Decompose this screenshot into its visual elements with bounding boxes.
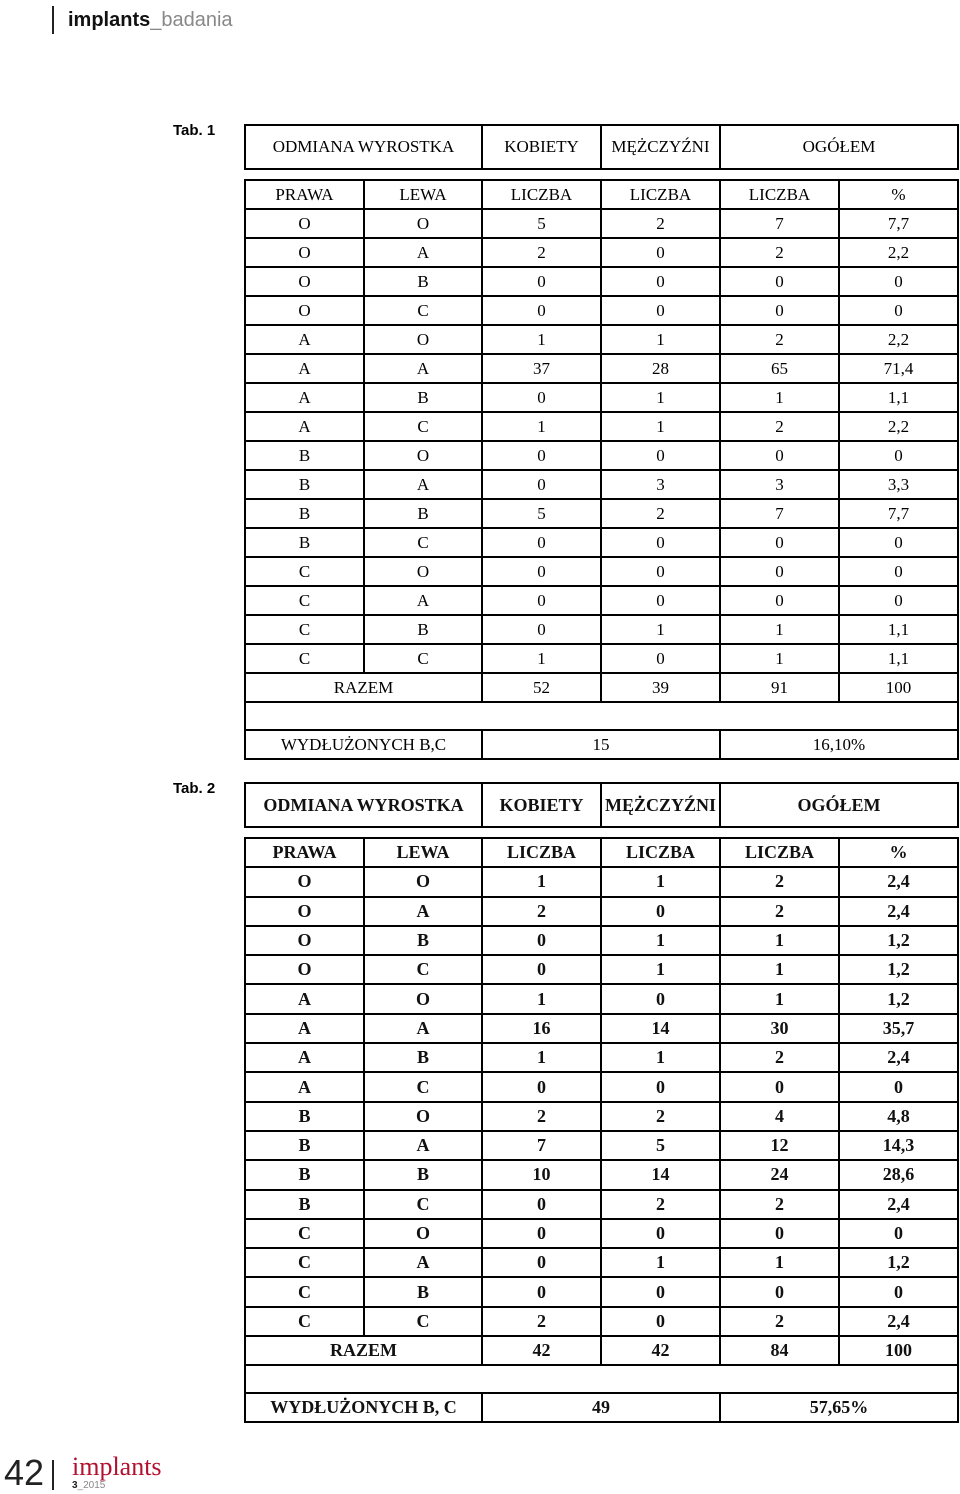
cell-prawa: O — [245, 955, 364, 984]
cell-prawa: C — [245, 1277, 364, 1306]
total-procent: 100 — [839, 673, 958, 702]
cell-ogolem-liczba: 1 — [720, 984, 839, 1013]
cell-ogolem-liczba: 0 — [720, 1072, 839, 1101]
total-kobiety: 52 — [482, 673, 601, 702]
cell-mezczyzni-liczba: 2 — [601, 1190, 720, 1219]
footer-divider — [52, 1460, 54, 1490]
table-row — [245, 528, 958, 557]
table-row — [245, 1043, 958, 1072]
table-row — [245, 1248, 958, 1277]
table-row — [245, 615, 958, 644]
cell-prawa: B — [245, 1131, 364, 1160]
cell-ogolem-procent: 14,3 — [839, 1131, 958, 1160]
issue-year: _2015 — [77, 1480, 106, 1491]
cell-ogolem-liczba: 0 — [720, 441, 839, 470]
cell-prawa: O — [245, 867, 364, 896]
cell-kobiety-liczba: 10 — [482, 1160, 601, 1189]
cell-ogolem-liczba: 0 — [720, 528, 839, 557]
cell-prawa: C — [245, 1307, 364, 1336]
cell-prawa: A — [245, 1043, 364, 1072]
cell-kobiety-liczba: 37 — [482, 354, 601, 383]
cell-ogolem-procent: 2,4 — [839, 1043, 958, 1072]
cell-prawa: C — [245, 615, 364, 644]
cell-ogolem-liczba: 30 — [720, 1014, 839, 1043]
table-row — [245, 955, 958, 984]
subheader-row — [245, 180, 958, 209]
cell-ogolem-liczba: 2 — [720, 1307, 839, 1336]
cell-ogolem-liczba: 2 — [720, 325, 839, 354]
cell-kobiety-liczba: 0 — [482, 926, 601, 955]
cell-mezczyzni-liczba: 14 — [601, 1160, 720, 1189]
cell-kobiety-liczba: 2 — [482, 897, 601, 926]
cell-kobiety-liczba: 0 — [482, 441, 601, 470]
cell-mezczyzni-liczba: 0 — [601, 528, 720, 557]
cell-mezczyzni-liczba: 0 — [601, 897, 720, 926]
cell-ogolem-liczba: 0 — [720, 267, 839, 296]
cell-mezczyzni-liczba: 1 — [601, 926, 720, 955]
cell-lewa: C — [364, 412, 482, 441]
cell-mezczyzni-liczba: 1 — [601, 383, 720, 412]
table-2 — [244, 782, 959, 1423]
cell-mezczyzni-liczba: 5 — [601, 1131, 720, 1160]
cell-mezczyzni-liczba: 0 — [601, 1072, 720, 1101]
header-gap — [245, 169, 958, 180]
cell-mezczyzni-liczba: 2 — [601, 1102, 720, 1131]
cell-ogolem-procent: 0 — [839, 1072, 958, 1101]
cell-ogolem-procent: 2,2 — [839, 412, 958, 441]
tab2-label: Tab. 2 — [173, 780, 216, 797]
table-row — [245, 644, 958, 673]
cell-ogolem-procent: 0 — [839, 441, 958, 470]
table-row — [245, 412, 958, 441]
table-row — [245, 1219, 958, 1248]
cell-mezczyzni-liczba: 1 — [601, 325, 720, 354]
table-row — [245, 867, 958, 896]
cell-kobiety-liczba: 0 — [482, 296, 601, 325]
subheader-ogolem-liczba: LICZBA — [720, 180, 839, 209]
cell-ogolem-liczba: 2 — [720, 897, 839, 926]
extended-label: WYDŁUŻONYCH B, C — [245, 1393, 482, 1422]
table-row — [245, 1190, 958, 1219]
cell-ogolem-procent: 1,2 — [839, 1248, 958, 1277]
cell-mezczyzni-liczba: 0 — [601, 1307, 720, 1336]
cell-kobiety-liczba: 1 — [482, 984, 601, 1013]
table-row — [245, 586, 958, 615]
cell-kobiety-liczba: 0 — [482, 528, 601, 557]
cell-ogolem-procent: 0 — [839, 267, 958, 296]
cell-mezczyzni-liczba: 1 — [601, 1043, 720, 1072]
cell-prawa: C — [245, 557, 364, 586]
cell-ogolem-procent: 2,4 — [839, 897, 958, 926]
extended-count: 49 — [482, 1393, 720, 1422]
cell-ogolem-procent: 1,1 — [839, 383, 958, 412]
cell-prawa: B — [245, 1190, 364, 1219]
cell-lewa: B — [364, 1160, 482, 1189]
cell-ogolem-liczba: 7 — [720, 499, 839, 528]
table-row — [245, 499, 958, 528]
cell-ogolem-procent: 1,1 — [839, 615, 958, 644]
cell-mezczyzni-liczba: 2 — [601, 209, 720, 238]
cell-kobiety-liczba: 1 — [482, 412, 601, 441]
cell-kobiety-liczba: 0 — [482, 1190, 601, 1219]
cell-kobiety-liczba: 1 — [482, 1043, 601, 1072]
cell-lewa: O — [364, 867, 482, 896]
cell-lewa: C — [364, 955, 482, 984]
cell-lewa: A — [364, 897, 482, 926]
cell-ogolem-liczba: 7 — [720, 209, 839, 238]
cell-lewa: B — [364, 499, 482, 528]
cell-prawa: C — [245, 586, 364, 615]
cell-lewa: A — [364, 1131, 482, 1160]
cell-lewa: A — [364, 586, 482, 615]
subheader-lewa: LEWA — [364, 180, 482, 209]
cell-ogolem-liczba: 1 — [720, 955, 839, 984]
cell-prawa: A — [245, 383, 364, 412]
cell-prawa: C — [245, 1219, 364, 1248]
extended-row — [245, 730, 958, 759]
spacer-row — [245, 1365, 958, 1393]
tab1-label: Tab. 1 — [173, 122, 216, 139]
cell-kobiety-liczba: 1 — [482, 325, 601, 354]
table-row — [245, 296, 958, 325]
table-row — [245, 209, 958, 238]
header-title — [68, 9, 233, 32]
cell-mezczyzni-liczba: 1 — [601, 867, 720, 896]
total-mezczyzni: 39 — [601, 673, 720, 702]
table-row — [245, 1307, 958, 1336]
cell-ogolem-liczba: 1 — [720, 383, 839, 412]
cell-ogolem-liczba: 2 — [720, 1043, 839, 1072]
cell-mezczyzni-liczba: 1 — [601, 955, 720, 984]
cell-ogolem-procent: 0 — [839, 528, 958, 557]
cell-lewa: O — [364, 984, 482, 1013]
cell-kobiety-liczba: 0 — [482, 1072, 601, 1101]
col-header-kobiety: KOBIETY — [482, 783, 601, 827]
cell-ogolem-procent: 0 — [839, 586, 958, 615]
col-header-odmiana: ODMIANA WYROSTKA — [245, 783, 482, 827]
table-row — [245, 325, 958, 354]
subheader-kobiety-liczba: LICZBA — [482, 838, 601, 867]
table-row — [245, 984, 958, 1013]
cell-lewa: B — [364, 383, 482, 412]
cell-lewa: B — [364, 1277, 482, 1306]
cell-mezczyzni-liczba: 0 — [601, 557, 720, 586]
cell-kobiety-liczba: 16 — [482, 1014, 601, 1043]
cell-prawa: O — [245, 238, 364, 267]
cell-mezczyzni-liczba: 14 — [601, 1014, 720, 1043]
cell-ogolem-liczba: 1 — [720, 926, 839, 955]
cell-ogolem-liczba: 12 — [720, 1131, 839, 1160]
cell-ogolem-procent: 28,6 — [839, 1160, 958, 1189]
cell-ogolem-procent: 1,2 — [839, 984, 958, 1013]
cell-kobiety-liczba: 1 — [482, 644, 601, 673]
spacer-row — [245, 702, 958, 730]
col-header-ogolem: OGÓŁEM — [720, 783, 958, 827]
cell-kobiety-liczba: 2 — [482, 1307, 601, 1336]
cell-mezczyzni-liczba: 2 — [601, 499, 720, 528]
extended-count: 15 — [482, 730, 720, 759]
subheader-mezczyzni-liczba: LICZBA — [601, 180, 720, 209]
header-brand: implants — [68, 9, 151, 31]
cell-ogolem-procent: 0 — [839, 1277, 958, 1306]
cell-kobiety-liczba: 7 — [482, 1131, 601, 1160]
cell-kobiety-liczba: 2 — [482, 1102, 601, 1131]
cell-prawa: B — [245, 441, 364, 470]
cell-ogolem-liczba: 0 — [720, 586, 839, 615]
table-row — [245, 1160, 958, 1189]
cell-prawa: O — [245, 926, 364, 955]
col-header-odmiana: ODMIANA WYROSTKA — [245, 125, 482, 169]
cell-ogolem-liczba: 2 — [720, 867, 839, 896]
cell-ogolem-procent: 1,2 — [839, 926, 958, 955]
cell-lewa: O — [364, 325, 482, 354]
cell-lewa: C — [364, 1307, 482, 1336]
subheader-prawa: PRAWA — [245, 838, 364, 867]
cell-lewa: C — [364, 296, 482, 325]
cell-kobiety-liczba: 5 — [482, 209, 601, 238]
col-header-mezczyzni: MĘŻCZYŹNI — [601, 783, 720, 827]
cell-ogolem-liczba: 1 — [720, 615, 839, 644]
cell-ogolem-procent: 71,4 — [839, 354, 958, 383]
cell-prawa: O — [245, 897, 364, 926]
table-row — [245, 470, 958, 499]
cell-lewa: O — [364, 1219, 482, 1248]
cell-prawa: A — [245, 1014, 364, 1043]
table-row — [245, 557, 958, 586]
col-header-ogolem: OGÓŁEM — [720, 125, 958, 169]
extended-procent: 16,10% — [720, 730, 958, 759]
table-row — [245, 238, 958, 267]
cell-kobiety-liczba: 2 — [482, 238, 601, 267]
table-row — [245, 383, 958, 412]
cell-kobiety-liczba: 0 — [482, 383, 601, 412]
table-row — [245, 1072, 958, 1101]
cell-mezczyzni-liczba: 0 — [601, 1219, 720, 1248]
cell-lewa: A — [364, 238, 482, 267]
total-row — [245, 673, 958, 702]
issue-number: 3 — [72, 1480, 78, 1491]
table-row — [245, 1014, 958, 1043]
cell-kobiety-liczba: 0 — [482, 470, 601, 499]
col-header-mezczyzni: MĘŻCZYŹNI — [601, 125, 720, 169]
cell-ogolem-procent: 0 — [839, 296, 958, 325]
subheader-row — [245, 838, 958, 867]
cell-ogolem-procent: 2,2 — [839, 325, 958, 354]
cell-ogolem-liczba: 4 — [720, 1102, 839, 1131]
cell-mezczyzni-liczba: 3 — [601, 470, 720, 499]
cell-ogolem-procent: 1,2 — [839, 955, 958, 984]
cell-mezczyzni-liczba: 0 — [601, 984, 720, 1013]
total-label: RAZEM — [245, 673, 482, 702]
cell-ogolem-liczba: 0 — [720, 296, 839, 325]
cell-prawa: O — [245, 296, 364, 325]
cell-ogolem-liczba: 65 — [720, 354, 839, 383]
cell-ogolem-liczba: 1 — [720, 644, 839, 673]
cell-lewa: B — [364, 267, 482, 296]
cell-ogolem-liczba: 2 — [720, 412, 839, 441]
table-row — [245, 354, 958, 383]
header-gap — [245, 827, 958, 838]
cell-prawa: B — [245, 499, 364, 528]
table-row — [245, 1277, 958, 1306]
cell-lewa: A — [364, 1014, 482, 1043]
cell-mezczyzni-liczba: 0 — [601, 441, 720, 470]
cell-ogolem-liczba: 24 — [720, 1160, 839, 1189]
cell-lewa: C — [364, 1190, 482, 1219]
cell-ogolem-procent: 35,7 — [839, 1014, 958, 1043]
cell-kobiety-liczba: 0 — [482, 557, 601, 586]
total-liczba: 91 — [720, 673, 839, 702]
cell-mezczyzni-liczba: 0 — [601, 267, 720, 296]
total-procent: 100 — [839, 1336, 958, 1365]
extended-label: WYDŁUŻONYCH B,C — [245, 730, 482, 759]
total-row — [245, 1336, 958, 1365]
footer-issue — [72, 1480, 105, 1491]
cell-prawa: A — [245, 984, 364, 1013]
cell-mezczyzni-liczba: 0 — [601, 1277, 720, 1306]
cell-mezczyzni-liczba: 1 — [601, 615, 720, 644]
cell-ogolem-procent: 7,7 — [839, 209, 958, 238]
table-row — [245, 897, 958, 926]
cell-ogolem-procent: 4,8 — [839, 1102, 958, 1131]
header-divider — [52, 6, 54, 34]
total-mezczyzni: 42 — [601, 1336, 720, 1365]
subheader-ogolem-liczba: LICZBA — [720, 838, 839, 867]
cell-prawa: O — [245, 209, 364, 238]
cell-lewa: O — [364, 209, 482, 238]
cell-prawa: B — [245, 528, 364, 557]
cell-lewa: A — [364, 354, 482, 383]
cell-prawa: A — [245, 1072, 364, 1101]
cell-lewa: C — [364, 1072, 482, 1101]
table-row — [245, 926, 958, 955]
total-label: RAZEM — [245, 1336, 482, 1365]
cell-prawa: A — [245, 325, 364, 354]
total-kobiety: 42 — [482, 1336, 601, 1365]
cell-kobiety-liczba: 0 — [482, 955, 601, 984]
cell-ogolem-liczba: 0 — [720, 557, 839, 586]
cell-lewa: C — [364, 644, 482, 673]
cell-prawa: A — [245, 412, 364, 441]
subheader-prawa: PRAWA — [245, 180, 364, 209]
cell-ogolem-procent: 2,2 — [839, 238, 958, 267]
cell-ogolem-procent: 2,4 — [839, 1307, 958, 1336]
table-row — [245, 441, 958, 470]
cell-lewa: O — [364, 1102, 482, 1131]
cell-lewa: A — [364, 470, 482, 499]
cell-lewa: B — [364, 926, 482, 955]
cell-mezczyzni-liczba: 0 — [601, 296, 720, 325]
cell-mezczyzni-liczba: 0 — [601, 586, 720, 615]
cell-ogolem-procent: 0 — [839, 1219, 958, 1248]
cell-kobiety-liczba: 0 — [482, 1277, 601, 1306]
cell-kobiety-liczba: 0 — [482, 586, 601, 615]
cell-ogolem-liczba: 0 — [720, 1219, 839, 1248]
cell-ogolem-procent: 2,4 — [839, 867, 958, 896]
footer-brand: implants — [72, 1452, 162, 1481]
cell-kobiety-liczba: 0 — [482, 267, 601, 296]
subheader-ogolem-procent: % — [839, 838, 958, 867]
cell-prawa: C — [245, 1248, 364, 1277]
cell-mezczyzni-liczba: 0 — [601, 238, 720, 267]
extended-procent: 57,65% — [720, 1393, 958, 1422]
cell-lewa: C — [364, 528, 482, 557]
cell-ogolem-procent: 7,7 — [839, 499, 958, 528]
cell-prawa: O — [245, 267, 364, 296]
cell-mezczyzni-liczba: 28 — [601, 354, 720, 383]
header-section: _badania — [150, 9, 233, 31]
cell-kobiety-liczba: 5 — [482, 499, 601, 528]
subheader-mezczyzni-liczba: LICZBA — [601, 838, 720, 867]
cell-ogolem-liczba: 1 — [720, 1248, 839, 1277]
cell-ogolem-liczba: 3 — [720, 470, 839, 499]
cell-kobiety-liczba: 0 — [482, 615, 601, 644]
total-liczba: 84 — [720, 1336, 839, 1365]
table-row — [245, 1131, 958, 1160]
cell-ogolem-liczba: 2 — [720, 238, 839, 267]
cell-lewa: A — [364, 1248, 482, 1277]
cell-lewa: O — [364, 441, 482, 470]
cell-ogolem-liczba: 0 — [720, 1277, 839, 1306]
cell-lewa: O — [364, 557, 482, 586]
cell-mezczyzni-liczba: 1 — [601, 412, 720, 441]
cell-ogolem-liczba: 2 — [720, 1190, 839, 1219]
subheader-lewa: LEWA — [364, 838, 482, 867]
cell-ogolem-procent: 0 — [839, 557, 958, 586]
table-row — [245, 267, 958, 296]
cell-ogolem-procent: 3,3 — [839, 470, 958, 499]
cell-kobiety-liczba: 0 — [482, 1219, 601, 1248]
cell-lewa: B — [364, 1043, 482, 1072]
table-1 — [244, 124, 959, 760]
subheader-kobiety-liczba: LICZBA — [482, 180, 601, 209]
cell-mezczyzni-liczba: 1 — [601, 1248, 720, 1277]
cell-kobiety-liczba: 0 — [482, 1248, 601, 1277]
extended-row — [245, 1393, 958, 1422]
col-header-kobiety: KOBIETY — [482, 125, 601, 169]
subheader-ogolem-procent: % — [839, 180, 958, 209]
cell-ogolem-procent: 2,4 — [839, 1190, 958, 1219]
page-number: 42 — [4, 1452, 45, 1493]
table-row — [245, 1102, 958, 1131]
cell-mezczyzni-liczba: 0 — [601, 644, 720, 673]
cell-prawa: A — [245, 354, 364, 383]
cell-ogolem-procent: 1,1 — [839, 644, 958, 673]
cell-kobiety-liczba: 1 — [482, 867, 601, 896]
cell-lewa: B — [364, 615, 482, 644]
cell-prawa: B — [245, 1160, 364, 1189]
cell-prawa: B — [245, 1102, 364, 1131]
cell-prawa: B — [245, 470, 364, 499]
cell-prawa: C — [245, 644, 364, 673]
